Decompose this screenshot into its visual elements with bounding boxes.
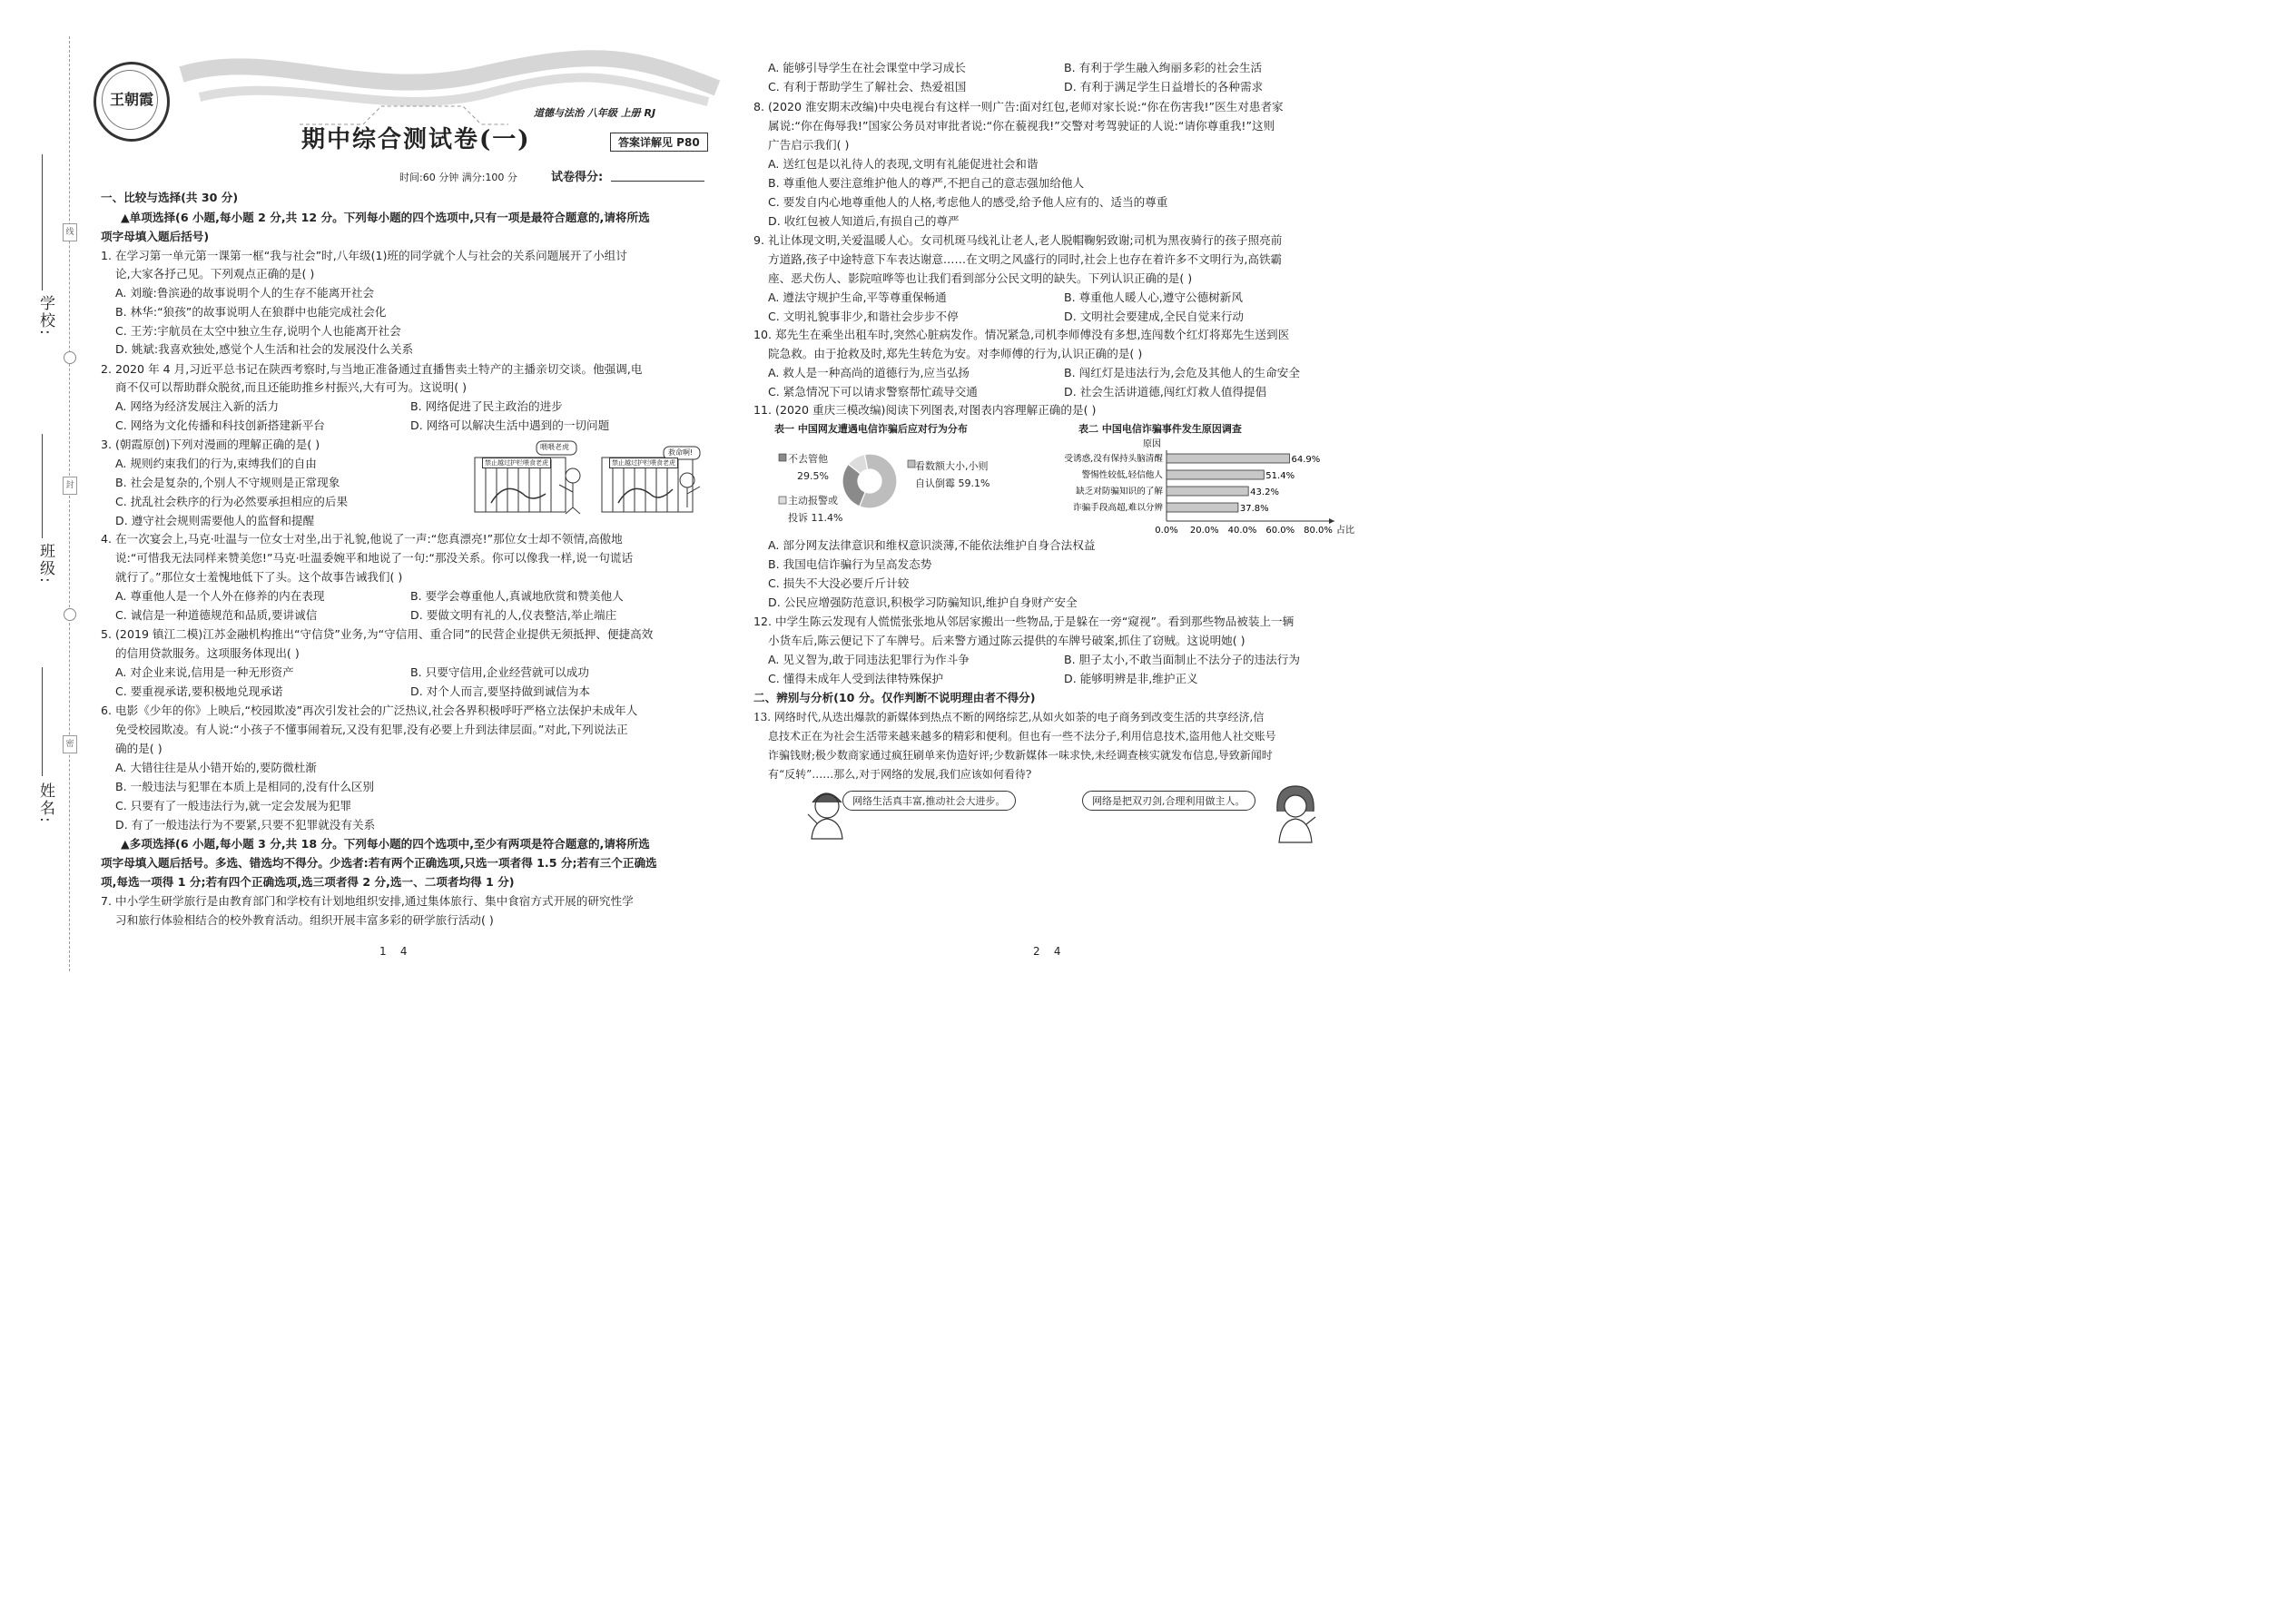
speech-bubble-boy: 网络生活真丰富,推动社会大进步。 xyxy=(842,791,1016,811)
bar xyxy=(1167,454,1289,463)
pie-label-report-value: 投诉 11.4% xyxy=(788,512,843,524)
q11-option-b[interactable]: B. 我国电信诈骗行为呈高发态势 xyxy=(768,557,932,571)
q7-option-a[interactable]: A. 能够引导学生在社会课堂中学习成长 xyxy=(768,61,966,74)
cartoon-sign-2: 禁止越过护栏喂食老虎 xyxy=(609,458,678,468)
q1-option-c[interactable]: C. 王芳:宇航员在太空中独立生存,说明个人也能离开社会 xyxy=(115,324,401,338)
pie-legend-swatch xyxy=(779,497,786,504)
question-7: 7. 中小学生研学旅行是由教育部门和学校有计划地组织安排,通过集体旅行、集中食宿方式开展的研究性学 xyxy=(101,894,634,908)
q11-option-d[interactable]: D. 公民应增强防范意识,积极学习防骗知识,维护自身财产安全 xyxy=(768,595,1078,609)
cartoon-bubble-2: 救命啊! xyxy=(668,448,694,457)
question-12: 12. 中学生陈云发现有人慌慌张张地从邻居家搬出一些物品,于是躲在一旁“窥视”。看到那些物品被装上一辆 xyxy=(753,615,1295,628)
q1-option-a[interactable]: A. 刘璇:鲁滨逊的故事说明个人的生存不能离开社会 xyxy=(115,286,375,300)
q5-option-d[interactable]: D. 对个人而言,要坚持做到诚信为本 xyxy=(410,684,591,698)
q2-option-a[interactable]: A. 网络为经济发展注入新的活力 xyxy=(115,399,280,413)
bar-tick-label: 0.0% xyxy=(1155,526,1178,536)
question-12-cont: 小货车后,陈云便记下了车牌号。后来警方通过陈云提供的车牌号破案,抓住了窃贼。这说明她( ) xyxy=(768,634,1245,647)
q6-option-c[interactable]: C. 只要有了一般违法行为,就一定会发展为犯罪 xyxy=(115,799,352,812)
multi-choice-instruction: ▲多项选择(6 小题,每小题 3 分,共 18 分。下列每小题的四个选项中,至少有两项是符合题意的,请将所选 xyxy=(121,837,650,851)
speech-bubble-girl: 网络是把双刃剑,合理利用做主人。 xyxy=(1082,791,1255,811)
q3-option-d[interactable]: D. 遵守社会规则需要他人的监督和提醒 xyxy=(115,514,315,527)
q3-option-b[interactable]: B. 社会是复杂的,个别人不守规则是正常现象 xyxy=(115,476,340,489)
bar-value-label: 51.4% xyxy=(1265,471,1295,481)
q9-option-d[interactable]: D. 文明社会要建成,全民自觉来行动 xyxy=(1064,310,1245,323)
pie-label-ignore-value: 29.5% xyxy=(797,470,829,482)
question-1-cont: 论,大家各抒己见。下列观点正确的是( ) xyxy=(115,267,315,281)
question-9: 9. 礼让体现文明,关爱温暖人心。女司机斑马线礼让老人,老人脱帽鞠躬致谢;司机为黑夜骑行的孩子照亮前 xyxy=(753,233,1283,247)
question-8-cont-2: 广告启示我们( ) xyxy=(768,138,850,152)
question-13: 13. 网络时代,从迭出爆款的新媒体到热点不断的网络综艺,从如火如荼的电子商务到改变生活的共享经济,信 xyxy=(753,711,1265,723)
q2-option-b[interactable]: B. 网络促进了民主政治的进步 xyxy=(410,399,563,413)
question-2: 2. 2020 年 4 月,习近平总书记在陕西考察时,与当地正准备通过直播售卖土特产的主播亲切交谈。他强调,电 xyxy=(101,362,643,376)
pie-label-amount-value: 自认倒霉 59.1% xyxy=(915,477,990,489)
table-2-title: 表二 中国电信诈骗事件发生原因调查 xyxy=(1078,423,1242,435)
question-8-cont: 属说:“你在侮辱我!”国家公务员对审批者说:“你在藐视我!”交警对考驾驶证的人说:“请你尊重我!”这则 xyxy=(768,119,1275,133)
question-6-cont: 免受校园欺凌。有人说:“小孩子不懂事闹着玩,又没有犯罪,没有必要上升到法律层面。”对此,下列说法正 xyxy=(115,723,628,736)
bar-tick-label: 80.0% xyxy=(1304,526,1333,536)
question-4-cont-2: 就行了。”那位女士羞愧地低下了头。这个故事告诫我们( ) xyxy=(115,570,403,584)
question-13-cont: 息技术正在为社会生活带来越来越多的精彩和便利。但也有一些不法分子,利用信息技术,盗用他人社交账号 xyxy=(768,730,1276,743)
bar-chart-x-label: 占比 xyxy=(1336,526,1354,536)
q2-option-c[interactable]: C. 网络为文化传播和科技创新搭建新平台 xyxy=(115,418,325,432)
page-number-left: 1 4 xyxy=(379,945,408,958)
boy-illustration xyxy=(799,782,853,846)
q4-option-a[interactable]: A. 尊重他人是一个人外在修养的内在表现 xyxy=(115,589,325,603)
class-label: 班级: xyxy=(36,543,54,585)
time-score-info: 时间:60 分钟 满分:100 分 xyxy=(399,172,517,183)
q8-option-d[interactable]: D. 收红包被人知道后,有损自己的尊严 xyxy=(768,214,960,228)
bar-value-label: 37.8% xyxy=(1239,504,1269,514)
q2-option-d[interactable]: D. 网络可以解决生活中遇到的一切问题 xyxy=(410,418,610,432)
logo-text: 王朝霞 xyxy=(109,91,153,108)
bar-tick-label: 60.0% xyxy=(1265,526,1295,536)
question-2-cont: 商不仅可以帮助群众脱贫,而且还能助推乡村振兴,大有可为。这说明( ) xyxy=(115,380,468,394)
pie-label-ignore xyxy=(788,450,829,485)
q11-option-a[interactable]: A. 部分网友法律意识和维权意识淡薄,不能依法维护自身合法权益 xyxy=(768,538,1096,552)
cartoon-illustration xyxy=(473,439,706,516)
question-4: 4. 在一次宴会上,马克·吐温与一位女士对坐,出于礼貌,他说了一声:“您真漂亮!”那位女士却不领情,高傲地 xyxy=(101,532,623,546)
q8-option-c[interactable]: C. 要发自内心地尊重他人的人格,考虑他人的感受,给予他人应有的、适当的尊重 xyxy=(768,195,1168,209)
q3-option-c[interactable]: C. 扰乱社会秩序的行为必然要承担相应的后果 xyxy=(115,495,349,508)
question-6: 6. 电影《少年的你》上映后,“校园欺凌”再次引发社会的广泛热议,社会各界积极呼吁严格立法保护未成年人 xyxy=(101,704,638,717)
bar-chart xyxy=(1026,434,1354,536)
question-11: 11. (2020 重庆三模改编)阅读下列图表,对图表内容理解正确的是( ) xyxy=(753,403,1097,417)
name-label: 姓名: xyxy=(36,782,54,824)
single-choice-instruction-cont: 项字母填入题后括号) xyxy=(101,230,210,243)
question-13-cont-2: 诈骗钱财;极少数商家通过疯狂刷单来伪造好评;少数新媒体一味求快,未经调查核实就发布信息,导致新闻时 xyxy=(768,749,1273,762)
q10-option-a[interactable]: A. 救人是一种高尚的道德行为,应当弘扬 xyxy=(768,366,970,379)
question-13-cont-3: 有“反转”……那么,对于网络的发展,我们应该如何看待? xyxy=(768,768,1032,781)
pie-label-report xyxy=(788,492,842,527)
question-10-cont: 院急救。由于抢救及时,郑先生转危为安。对李师傅的行为,认识正确的是( ) xyxy=(768,347,1143,360)
q7-option-c[interactable]: C. 有利于帮助学生了解社会、热爱祖国 xyxy=(768,80,967,94)
q12-option-a[interactable]: A. 见义智为,敢于同违法犯罪行为作斗争 xyxy=(768,653,970,666)
q6-option-d[interactable]: D. 有了一般违法行为不要紧,只要不犯罪就没有关系 xyxy=(115,818,376,832)
bar-chart-y-label: 原因 xyxy=(1143,439,1161,449)
girl-illustration xyxy=(1266,781,1321,846)
q10-option-d[interactable]: D. 社会生活讲道德,闯红灯救人值得提倡 xyxy=(1064,385,1267,399)
question-10: 10. 郑先生在乘坐出租车时,突然心脏病发作。情况紧急,司机李师傅没有多想,连闯数个红灯将郑先生送到医 xyxy=(753,328,1290,341)
pie-legend-swatch xyxy=(779,454,786,461)
q9-option-b[interactable]: B. 尊重他人暖人心,遵守公德树新风 xyxy=(1064,290,1243,304)
question-9-cont: 方道路,孩子中途特意下车表达谢意……在文明之风盛行的同时,社会上也存在着许多不文明行为,高铁霸 xyxy=(768,252,1283,266)
question-5-cont: 的信用贷款服务。这项服务体现出( ) xyxy=(115,646,300,660)
question-1: 1. 在学习第一单元第一课第一框“我与社会”时,八年级(1)班的同学就个人与社会的关系问题展开了小组讨 xyxy=(101,249,627,262)
q8-option-b[interactable]: B. 尊重他人要注意维护他人的尊严,不把自己的意志强加给他人 xyxy=(768,176,1085,190)
q6-option-a[interactable]: A. 大错往往是从小错开始的,要防微杜渐 xyxy=(115,761,317,774)
q6-option-b[interactable]: B. 一般违法与犯罪在本质上是相同的,没有什么区别 xyxy=(115,780,375,793)
q12-option-c[interactable]: C. 懂得未成年人受到法律特殊保护 xyxy=(768,672,944,685)
q10-option-c[interactable]: C. 紧急情况下可以请求警察帮忙疏导交通 xyxy=(768,385,978,399)
bar-category-label: 诈骗手段高超,难以分辨 xyxy=(1073,503,1163,513)
pie-label-ignore-name: 不去管他 xyxy=(788,453,828,465)
school-label: 学校: xyxy=(36,295,54,337)
single-choice-instruction: ▲单项选择(6 小题,每小题 2 分,共 12 分。下列每小题的四个选项中,只有一项是最符合题意的,请将所选 xyxy=(121,211,650,224)
q5-option-b[interactable]: B. 只要守信用,企业经营就可以成功 xyxy=(410,665,589,679)
question-7-cont: 习和旅行体验相结合的校外教育活动。组织开展丰富多彩的研学旅行活动( ) xyxy=(115,913,494,927)
multi-choice-instruction-cont-2: 项,每选一项得 1 分;若有四个正确选项,选三项者得 2 分,选一、二项者均得 1 分) xyxy=(101,875,515,889)
multi-choice-instruction-cont: 项字母填入题后括号。多选、错选均不得分。少选者:若有两个正确选项,只选一项者得 1.5 分;若有三个正确选 xyxy=(101,856,657,870)
bar xyxy=(1167,503,1238,512)
q12-option-b[interactable]: B. 胆子太小,不敢当面制止不法分子的违法行为 xyxy=(1064,653,1300,666)
subject-label: 道德与法治 八年级 上册 RJ xyxy=(534,107,656,119)
question-9-cont-2: 座、恶犬伤人、影院喧哗等也让我们看到部分公民文明的缺失。下列认识正确的是( ) xyxy=(768,271,1193,285)
q7-option-b[interactable]: B. 有利于学生融入绚丽多彩的社会生活 xyxy=(1064,61,1263,74)
q8-option-a[interactable]: A. 送红包是以礼待人的表现,文明有礼能促进社会和谐 xyxy=(768,157,1039,171)
q5-option-a[interactable]: A. 对企业来说,信用是一种无形资产 xyxy=(115,665,294,679)
q1-option-d[interactable]: D. 姚斌:我喜欢独处,感觉个人生活和社会的发展没什么关系 xyxy=(115,342,414,356)
section-1-heading: 一、比较与选择(共 30 分) xyxy=(101,191,239,204)
bar-value-label: 43.2% xyxy=(1250,487,1279,497)
brand-logo xyxy=(94,62,170,142)
q12-option-d[interactable]: D. 能够明辨是非,维护正义 xyxy=(1064,672,1198,685)
question-8: 8. (2020 淮安期末改编)中央电视台有这样一则广告:面对红包,老师对家长说:“你在伤害我!”医生对患者家 xyxy=(753,100,1284,113)
table-1-title: 表一 中国网友遭遇电信诈骗后应对行为分布 xyxy=(774,423,968,435)
q9-option-c[interactable]: C. 文明礼貌事非少,和谐社会步步不停 xyxy=(768,310,959,323)
pie-legend-swatch xyxy=(908,460,915,468)
q9-option-a[interactable]: A. 遵法守规护生命,平等尊重保畅通 xyxy=(768,290,947,304)
page-title: 期中综合测试卷(一) xyxy=(301,126,531,153)
seal-char-seal: 封 xyxy=(63,477,77,495)
binding-hole xyxy=(64,351,76,364)
cartoon-bubble-1: 喂喂老虎 xyxy=(540,443,569,451)
bar-category-label: 警惕性较低,轻信他人 xyxy=(1081,470,1163,480)
question-5: 5. (2019 镇江二模)江苏金融机构推出“守信贷”业务,为“守信用、重合同”的民营企业提供无须抵押、便捷高效 xyxy=(101,627,654,641)
answer-reference: 答案详解见 P80 xyxy=(610,133,708,152)
q4-option-c[interactable]: C. 诚信是一种道德规范和品质,要讲诚信 xyxy=(115,608,318,622)
bar xyxy=(1167,470,1264,479)
school-underline xyxy=(42,154,43,290)
q10-option-b[interactable]: B. 闯红灯是违法行为,会危及其他人的生命安全 xyxy=(1064,366,1300,379)
bar-tick-label: 20.0% xyxy=(1189,526,1219,536)
cartoon-sign: 禁止越过护栏喂食老虎 xyxy=(482,458,551,468)
q11-option-c[interactable]: C. 损失不大没必要斤斤计较 xyxy=(768,576,910,590)
pie-label-amount xyxy=(915,458,989,492)
bar-category-label: 缺乏对防骗知识的了解 xyxy=(1076,487,1163,497)
q3-option-a[interactable]: A. 规则约束我们的行为,束缚我们的自由 xyxy=(115,457,317,470)
question-6-cont-2: 确的是( ) xyxy=(115,742,162,755)
bar-tick-label: 40.0% xyxy=(1227,526,1257,536)
seal-char-line: 线 xyxy=(63,223,77,241)
binding-line xyxy=(69,36,70,971)
bar xyxy=(1167,487,1248,496)
pie-label-report-name: 主动报警或 xyxy=(788,495,838,507)
seal-char-close: 密 xyxy=(63,735,77,753)
score-label: 试卷得分: xyxy=(551,171,604,184)
q5-option-c[interactable]: C. 要重视承诺,要积极地兑现承诺 xyxy=(115,684,283,698)
class-underline xyxy=(42,434,43,538)
question-4-cont: 说:“可惜我无法同样来赞美您!”马克·吐温委婉平和地说了一句:“那没关系。你可以像我一样,说一句谎话 xyxy=(115,551,634,565)
section-2-heading: 二、辨别与分析(10 分。仅作判断不说明理由者不得分) xyxy=(753,691,1036,704)
q7-option-d[interactable]: D. 有利于满足学生日益增长的各种需求 xyxy=(1064,80,1264,94)
question-3: 3. (朝霞原创)下列对漫画的理解正确的是( ) xyxy=(101,438,320,451)
q4-option-d[interactable]: D. 要做文明有礼的人,仪表整洁,举止端庄 xyxy=(410,608,617,622)
name-underline xyxy=(42,667,43,776)
bar-chart-x-arrow xyxy=(1329,518,1334,524)
score-field[interactable] xyxy=(611,181,704,182)
bar-value-label: 64.9% xyxy=(1291,455,1321,465)
binding-hole xyxy=(64,608,76,621)
bar-category-label: 受诱惑,没有保持头脑清醒 xyxy=(1064,454,1163,464)
page-number-right: 2 4 xyxy=(1033,945,1061,958)
q1-option-b[interactable]: B. 林华:“狼孩”的故事说明人在狼群中也能完成社会化 xyxy=(115,305,387,319)
q4-option-b[interactable]: B. 要学会尊重他人,真诚地欣赏和赞美他人 xyxy=(410,589,624,603)
pie-label-amount-name: 看数额大小,小则 xyxy=(915,460,989,472)
